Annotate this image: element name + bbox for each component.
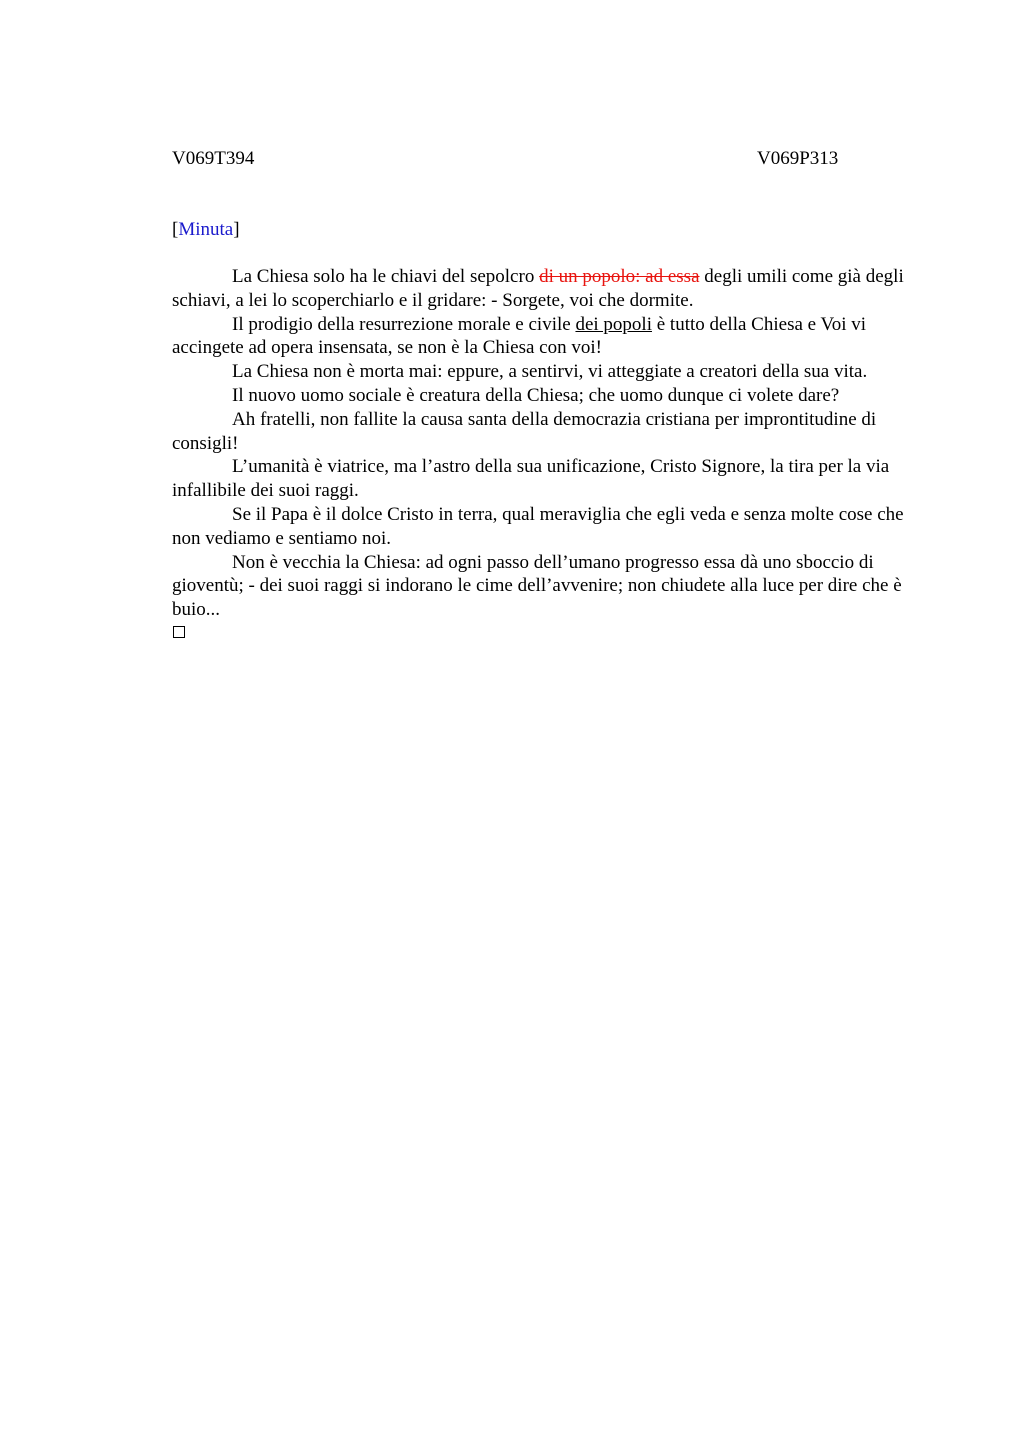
paragraph-4: Il nuovo uomo sociale è creatura della Chiesa; che uomo dunque ci volete dare? [232, 384, 840, 406]
paragraph-7: Se il Papa è il dolce Cristo in terra, qual meraviglia che egli veda e senza molte cose che non vediamo e sentiamo noi. [172, 503, 904, 549]
paragraph-2-before: Il prodigio della resurrezione morale e civile [232, 313, 576, 335]
paragraph-6: L’umanità è viatrice, ma l’astro della sua unificazione, Cristo Signore, la tira per la via infallibile dei suoi raggi. [172, 456, 890, 502]
paragraph-1-after: degli umili come già degli schiavi, a lei lo scoperchiarlo e il gridare: - Sorgete, voi che dormite. [172, 266, 904, 311]
paragraph-2 [172, 313, 932, 361]
note-label: Minuta [178, 219, 234, 240]
note-open-bracket: [ [172, 219, 179, 240]
paragraph-2-after: è tutto della Chiesa e Voi vi accingete ad opera insensata, se non è la Chiesa con voi! [172, 313, 867, 359]
square-checkbox-icon [173, 626, 185, 638]
underlined-text: dei popoli [575, 313, 652, 335]
draft-note [172, 218, 240, 242]
document-body [172, 265, 932, 622]
paragraph-5: Ah fratelli, non fallite la causa santa della democrazia cristiana per improntitudine di consigli! [172, 408, 877, 454]
paragraph-3: La Chiesa non è morta mai: eppure, a sentirvi, vi atteggiate a creatori della sua vita. [232, 361, 868, 383]
document-code-left: V069T394 [172, 148, 255, 169]
paragraph-1 [172, 265, 932, 313]
note-close-bracket: ] [233, 219, 240, 240]
paragraph-8: Non è vecchia la Chiesa: ad ogni passo dell’umano progresso essa dà uno sboccio di gioventù; - dei suoi raggi si indorano le cime dell’avvenire; non chiudete alla luce per dire che è buio... [172, 551, 902, 621]
paragraph-1-before: La Chiesa solo ha le chiavi del sepolcro [232, 266, 540, 287]
deleted-text: di un popolo: ad essa [539, 266, 700, 287]
document-code-right: V069P313 [757, 148, 839, 169]
